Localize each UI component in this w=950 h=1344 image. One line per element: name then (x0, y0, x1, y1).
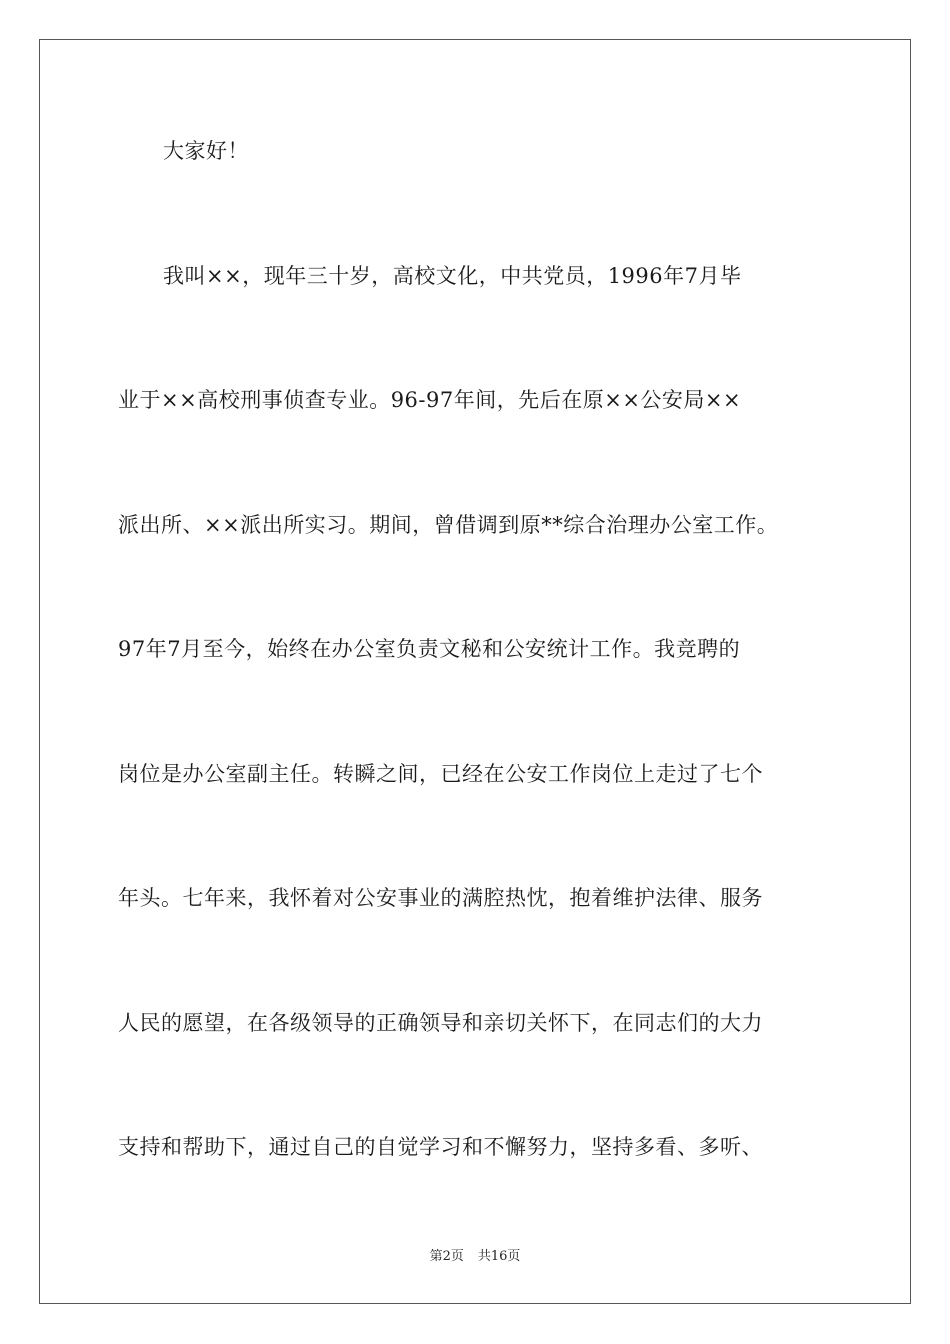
text-line: 派出所、××派出所实习。期间，曾借调到原**综合治理办公室工作。 (118, 513, 779, 537)
text-line: 业于××高校刑事侦查专业。96-97年间，先后在原××公安局×× (118, 388, 742, 412)
text-line: 年头。七年来，我怀着对公安事业的满腔热忱，抱着维护法律、服务 (118, 886, 763, 910)
page-total: 共16页 (477, 1249, 521, 1264)
text-line: 支持和帮助下，通过自己的自觉学习和不懈努力，坚持多看、多听、 (118, 1135, 763, 1159)
text-line: 我叫××，现年三十岁，高校文化，中共党员，1996年7月毕 (163, 264, 742, 288)
text-line: 97年7月至今，始终在办公室负责文秘和公安统计工作。我竞聘的 (118, 637, 741, 661)
page-frame (39, 39, 911, 1304)
page-footer (0, 1248, 950, 1266)
text-line: 岗位是办公室副主任。转瞬之间，已经在公安工作岗位上走过了七个 (118, 762, 763, 786)
page-number: 第2页 (429, 1249, 464, 1264)
text-line: 人民的愿望，在各级领导的正确领导和亲切关怀下，在同志们的大力 (118, 1011, 763, 1035)
text-line-greeting: 大家好！ (163, 139, 249, 163)
